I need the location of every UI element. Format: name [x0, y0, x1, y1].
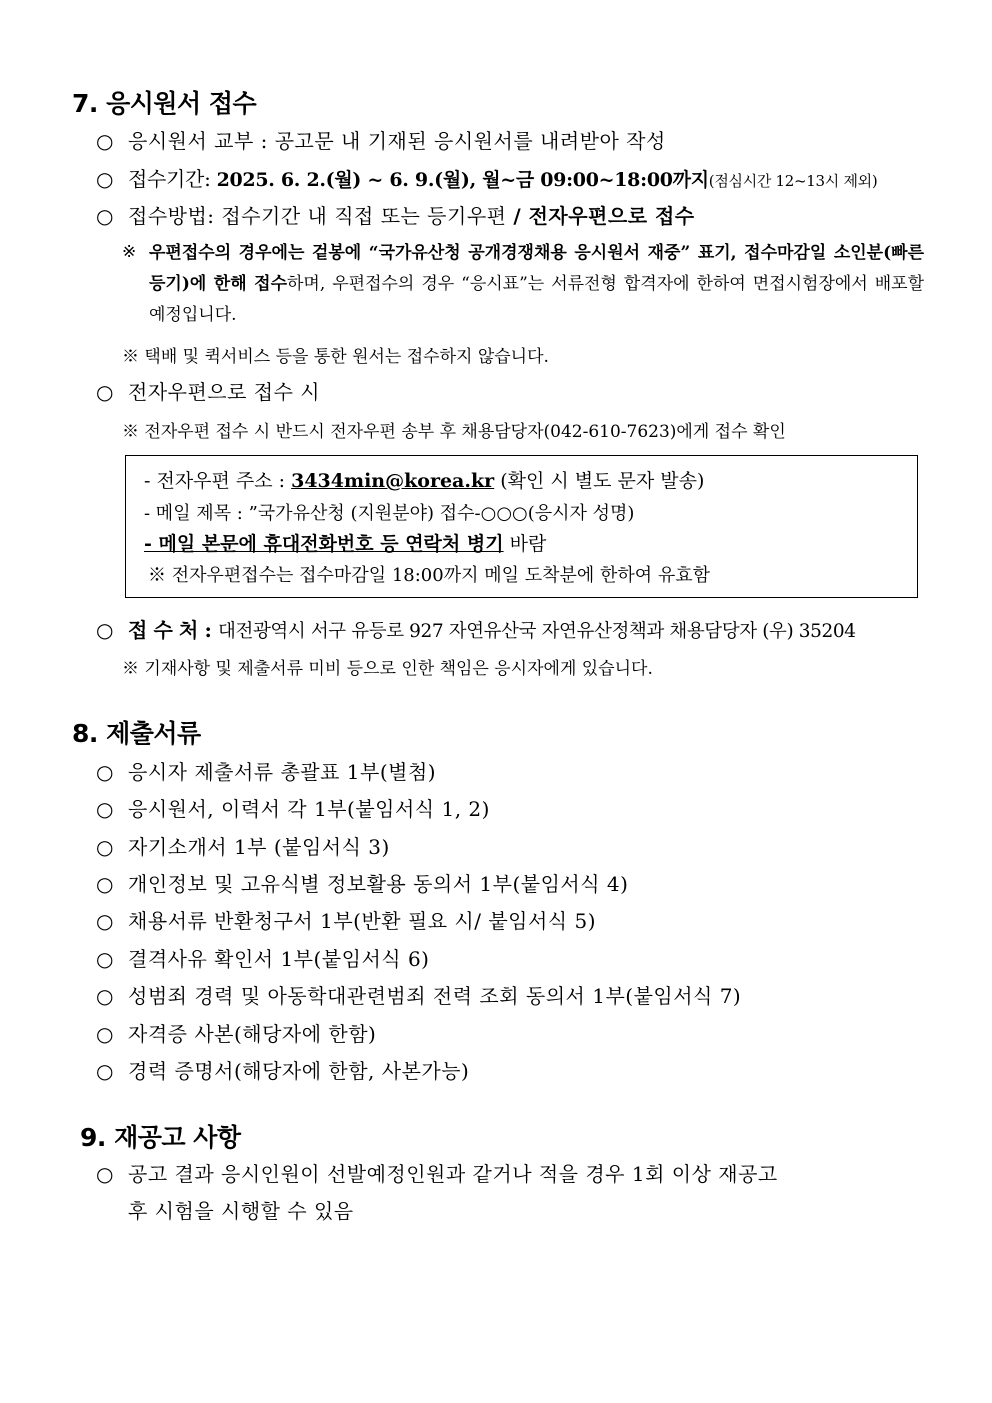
note	[122, 654, 653, 679]
email-label: - 전자우편 주소 :	[144, 470, 292, 492]
reference-mark: ※	[122, 242, 137, 262]
bullet-icon: ○	[96, 797, 114, 821]
item-text: 응시원서, 이력서 각 1부(붙임서식 1, 2)	[128, 797, 490, 821]
bullet-icon: ○	[96, 835, 114, 859]
bullet-icon: ○	[96, 380, 114, 404]
section-8-heading: 8. 제출서류	[72, 719, 201, 748]
bullet-icon: ○	[96, 872, 114, 896]
email-address-line	[144, 466, 704, 493]
note-text: 택배 및 퀵서비스 등을 통한 원서는 접수하지 않습니다.	[144, 347, 549, 367]
list-item	[96, 376, 320, 405]
note	[122, 342, 549, 367]
item-text: 접수방법: 접수기간 내 직접 또는 등기우편	[128, 204, 514, 228]
email-info-box	[125, 455, 918, 598]
list-item	[96, 980, 741, 1009]
list-item	[96, 1055, 469, 1084]
list-item	[96, 905, 596, 934]
list-item	[96, 793, 490, 822]
item-text: 자기소개서 1부 (붙임서식 3)	[128, 835, 390, 859]
bullet-icon: ○	[96, 984, 114, 1008]
note-text: 기재사항 및 제출서류 미비 등으로 인한 책임은 응시자에게 있습니다.	[144, 659, 653, 679]
section-9-heading: 9. 재공고 사항	[80, 1123, 241, 1152]
item-text: 접수기간:	[128, 167, 217, 191]
bullet-icon: ○	[96, 618, 114, 642]
method-emphasis: / 전자우편으로 접수	[513, 204, 695, 228]
list-item	[96, 831, 390, 860]
note-emphasis: 우편접수의 경우에는 겉봉에 “국가유산청 공개경쟁채용 응시원서 재중” 표기, 접수마감일 소인분(빠른 등기)에 한해 접수	[149, 243, 924, 294]
list-item	[96, 200, 695, 229]
note	[122, 417, 786, 442]
bullet-icon: ○	[96, 1162, 114, 1186]
email-address: 3434min@korea.kr	[291, 470, 495, 492]
period-text: 2025. 6. 2.(월) ~ 6. 9.(월), 월~금 09:00~18:00까지	[216, 169, 709, 191]
item-text: 경력 증명서(해당자에 한함, 사본가능)	[128, 1059, 470, 1083]
bullet-icon: ○	[96, 204, 114, 228]
list-item	[96, 756, 436, 785]
item-text: 결격사유 확인서 1부(붙임서식 6)	[128, 947, 430, 971]
item-text: 전자우편으로 접수 시	[128, 380, 321, 404]
address-text: 대전광역시 서구 유등로 927 자연유산국 자연유산정책과 채용담당자 (우) 35204	[218, 621, 856, 642]
reference-mark: ※	[122, 422, 139, 442]
item-text: 개인정보 및 고유식별 정보활용 동의서 1부(붙임서식 4)	[128, 872, 629, 896]
bullet-icon: ○	[96, 760, 114, 784]
list-item	[96, 943, 429, 972]
note-body: 하며, 우편접수의 경우 “응시표”는 서류전형 합격자에 한하여 면접시험장에서 배포할 예정입니다.	[149, 274, 924, 325]
item-text: 응시자 제출서류 총괄표 1부(별첨)	[128, 760, 437, 784]
reference-mark: ※	[122, 347, 139, 367]
mail-body-emphasis: - 메일 본문에 휴대전화번호 등 연락처 병기	[144, 533, 504, 555]
section-7-heading: 7. 응시원서 접수	[72, 89, 257, 118]
email-note: (확인 시 별도 문자 발송)	[494, 470, 705, 492]
bullet-icon: ○	[96, 129, 114, 153]
item-text: 공고 결과 응시인원이 선발예정인원과 같거나 적을 경우 1회 이상 재공고	[128, 1162, 778, 1186]
deadline-note: ※ 전자우편접수는 접수마감일 18:00까지 메일 도착분에 한하여 유효함	[148, 565, 711, 586]
list-item	[96, 614, 856, 643]
item-text: 자격증 사본(해당자에 한함)	[128, 1022, 377, 1046]
item-text: 채용서류 반환청구서 1부(반환 필요 시/ 붙임서식 5)	[128, 909, 597, 933]
list-item	[96, 163, 877, 192]
list-item	[96, 868, 628, 897]
reference-mark: ※	[122, 659, 139, 679]
bullet-icon: ○	[96, 947, 114, 971]
bullet-icon: ○	[96, 167, 114, 191]
address-label: 접 수 처 :	[128, 618, 218, 642]
bullet-icon: ○	[96, 1059, 114, 1083]
list-item	[96, 1018, 376, 1047]
lunch-note: (점심시간 12~13시 제외)	[708, 172, 878, 190]
item-text: 응시원서 교부 : 공고문 내 기재된 응시원서를 내려받아 작성	[128, 129, 666, 153]
note-text: 전자우편 접수 시 반드시 전자우편 송부 후 채용담당자(042-610-7623)에게 접수 확인	[144, 422, 786, 442]
item-continuation: 후 시험을 시행할 수 있음	[128, 1199, 354, 1223]
mail-body-line	[144, 529, 546, 556]
mail-body-tail: 바람	[503, 533, 547, 555]
note-text	[149, 238, 924, 331]
list-item	[96, 125, 666, 154]
bullet-icon: ○	[96, 1022, 114, 1046]
bullet-icon: ○	[96, 909, 114, 933]
mail-subject-line: - 메일 제목 : ”국가유산청 (지원분야) 접수-○○○(응시자 성명)	[144, 503, 635, 524]
item-text: 성범죄 경력 및 아동학대관련범죄 전력 조회 동의서 1부(붙임서식 7)	[128, 984, 742, 1008]
list-item	[96, 1158, 778, 1187]
